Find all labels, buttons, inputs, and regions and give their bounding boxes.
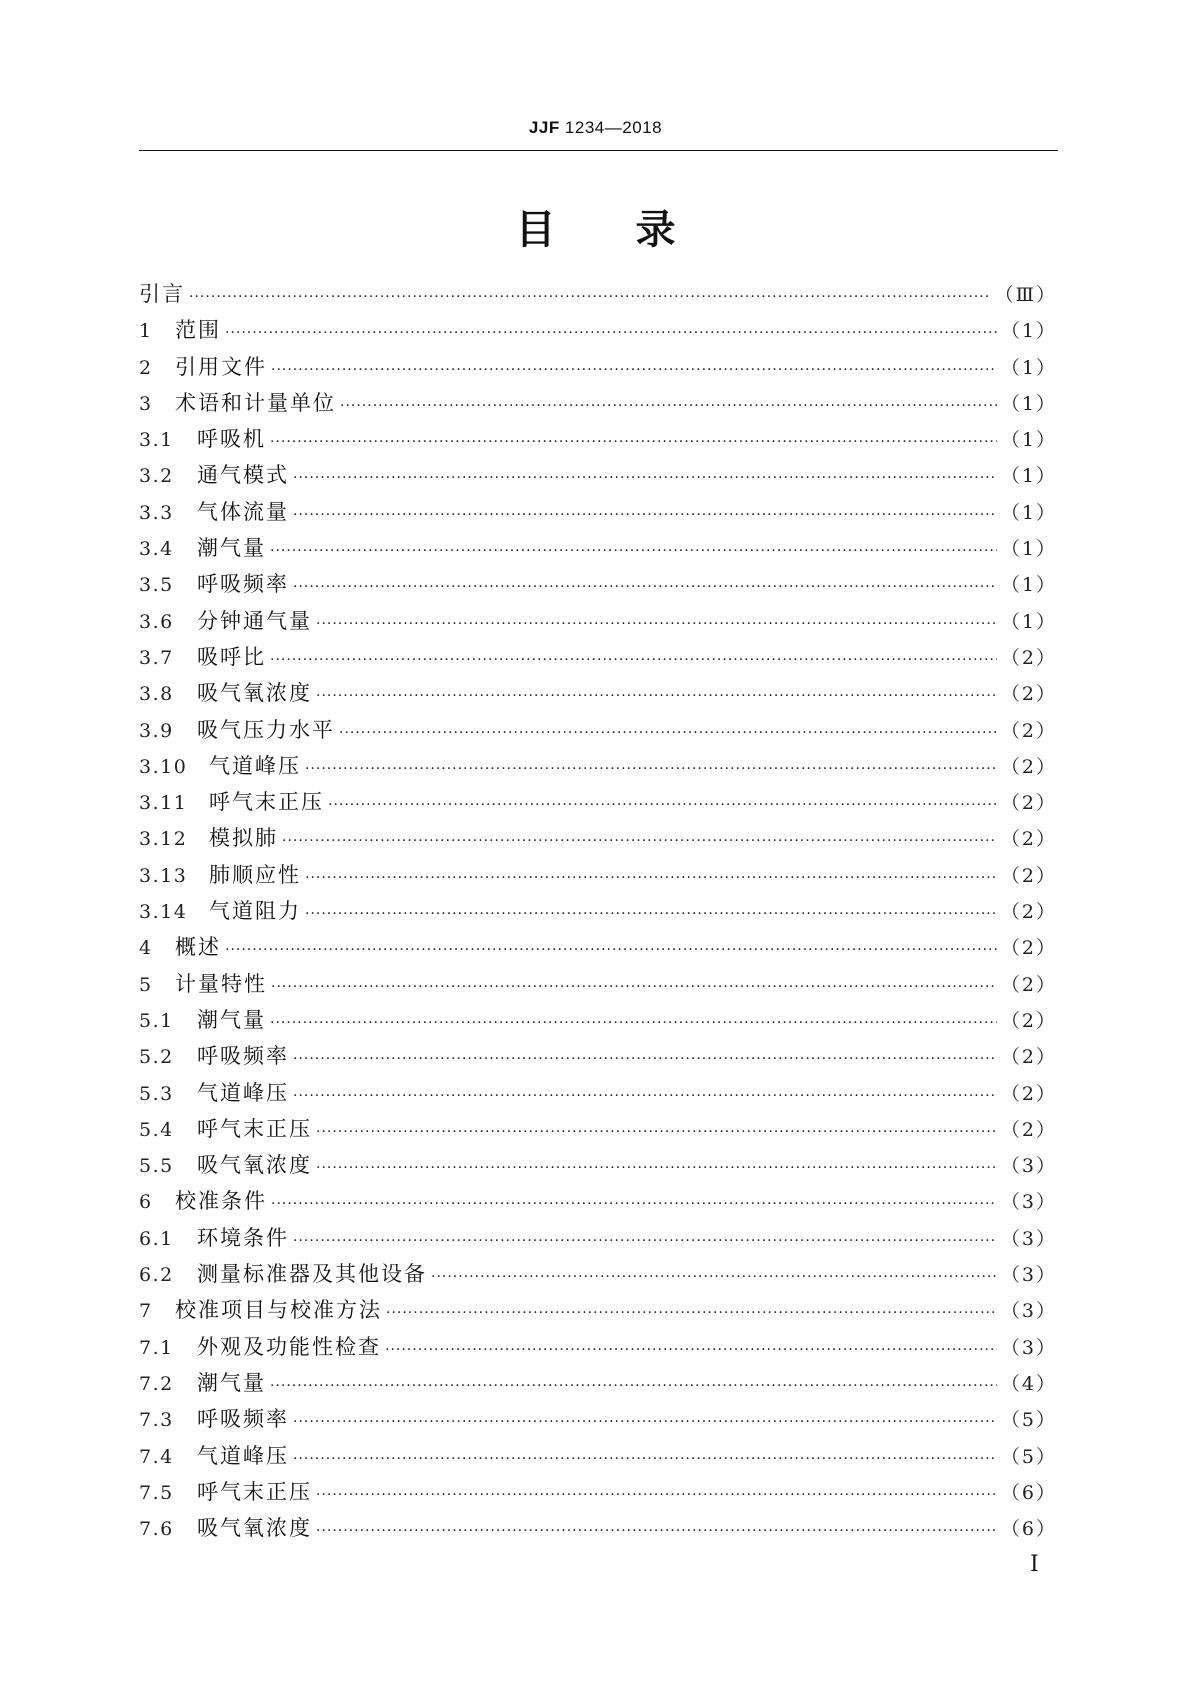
toc-entry[interactable] <box>139 966 1057 1002</box>
toc-entry-title: 气道峰压 <box>197 1080 289 1105</box>
toc-entry-title: 校准条件 <box>175 1189 267 1214</box>
toc-entry-page: （2） <box>1000 1082 1057 1105</box>
toc-entry-number: 3.14 <box>139 901 188 924</box>
toc-entry-title: 呼吸机 <box>197 427 266 452</box>
toc-entry[interactable] <box>139 1365 1057 1401</box>
toc-entry-number: 5.5 <box>139 1155 174 1178</box>
toc-entry-title: 计量特性 <box>175 971 267 996</box>
toc-entry[interactable] <box>139 1438 1057 1474</box>
toc-entry-title: 气道峰压 <box>209 753 301 778</box>
toc-entry-page: （1） <box>1000 429 1057 452</box>
toc-entry-page: （1） <box>1000 465 1057 488</box>
toc-entry-page: （1） <box>1000 501 1057 524</box>
toc-entry-number: 3.8 <box>139 683 174 706</box>
toc-entry-title: 呼吸频率 <box>197 1407 289 1432</box>
toc-entry[interactable] <box>139 530 1057 566</box>
toc-entry-page: （2） <box>1000 973 1057 996</box>
toc-dot-leader <box>270 1005 997 1041</box>
toc-entry-number: 5.4 <box>139 1118 174 1141</box>
toc-dot-leader <box>339 715 997 751</box>
toc-dot-leader <box>293 569 997 605</box>
toc-entry-page: （6） <box>1000 1481 1057 1504</box>
toc-entry-number: 3.4 <box>139 538 174 561</box>
toc-entry-page: （5） <box>1000 1445 1057 1468</box>
toc-entry[interactable] <box>139 1183 1057 1219</box>
toc-entry[interactable] <box>139 675 1057 711</box>
toc-dot-leader <box>293 460 997 496</box>
toc-entry-page: （1） <box>1000 538 1057 561</box>
toc-entry-title: 吸气氧浓度 <box>197 1153 312 1178</box>
toc-entry[interactable] <box>139 857 1057 893</box>
toc-dot-leader <box>270 424 997 460</box>
toc-entry-page: （1） <box>1000 356 1057 379</box>
toc-entry-page: （1） <box>1000 392 1057 415</box>
toc-entry[interactable] <box>139 1256 1057 1292</box>
toc-entry-page: （3） <box>1000 1264 1057 1287</box>
toc-dot-leader <box>305 751 997 787</box>
toc-entry-page: （2） <box>1000 683 1057 706</box>
toc-entry-number: 3.11 <box>139 792 188 815</box>
toc-entry-number: 5.3 <box>139 1082 174 1105</box>
toc-entry-page: （2） <box>1000 755 1057 778</box>
title-char-2: 录 <box>635 207 676 253</box>
toc-dot-leader <box>316 678 997 714</box>
toc-entry-title: 模拟肺 <box>209 826 278 851</box>
toc-entry[interactable] <box>139 421 1057 457</box>
toc-entry-number: 6.2 <box>139 1264 174 1287</box>
toc-dot-leader <box>270 642 997 678</box>
toc-entry-page: （3） <box>1000 1155 1057 1178</box>
toc-dot-leader <box>271 1186 997 1222</box>
toc-dot-leader <box>293 1441 997 1477</box>
toc-entry-title: 呼吸频率 <box>197 572 289 597</box>
page-number: Ⅰ <box>1030 1552 1039 1577</box>
toc-entry-page: （4） <box>1000 1372 1057 1395</box>
toc-entry-page: （2） <box>1000 792 1057 815</box>
toc-entry-number: 3.13 <box>139 864 188 887</box>
toc-entry-number: 3.10 <box>139 755 188 778</box>
toc-entry[interactable] <box>139 494 1057 530</box>
toc-entry[interactable] <box>139 566 1057 602</box>
toc-dot-leader <box>270 533 997 569</box>
toc-dot-leader <box>189 279 991 315</box>
toc-entry-page: （2） <box>1000 1046 1057 1069</box>
toc-entry[interactable] <box>139 929 1057 965</box>
toc-entry-page: （2） <box>1000 719 1057 742</box>
toc-entry-number: 7.2 <box>139 1372 174 1395</box>
toc-dot-leader <box>282 823 997 859</box>
toc-entry-page: （1） <box>1000 574 1057 597</box>
header-divider <box>139 150 1058 151</box>
toc-entry[interactable] <box>139 1292 1057 1328</box>
toc-entry[interactable] <box>139 893 1057 929</box>
standard-code-prefix: JJF <box>528 118 560 137</box>
toc-entry-page: （2） <box>1000 646 1057 669</box>
toc-entry-title: 通气模式 <box>197 463 289 488</box>
toc-dot-leader <box>225 932 997 968</box>
toc-entry-number: 3.7 <box>139 646 174 669</box>
toc-entry-page: （2） <box>1000 937 1057 960</box>
toc-dot-leader <box>293 1404 997 1440</box>
toc-entry[interactable] <box>139 603 1057 639</box>
toc-dot-leader <box>340 388 997 424</box>
toc-dot-leader <box>431 1259 997 1295</box>
toc-entry[interactable] <box>139 639 1057 675</box>
toc-entry-page: （1） <box>1000 610 1057 633</box>
toc-entry-title: 呼气末正压 <box>197 1479 312 1504</box>
toc-entry-number: 7.3 <box>139 1409 174 1432</box>
table-of-contents <box>139 276 1057 1546</box>
toc-entry-number: 6.1 <box>139 1227 174 1250</box>
toc-dot-leader <box>293 1041 997 1077</box>
toc-dot-leader <box>316 1477 997 1513</box>
toc-entry-title: 肺顺应性 <box>209 862 301 887</box>
toc-dot-leader <box>316 1114 997 1150</box>
toc-entry[interactable] <box>139 312 1057 348</box>
toc-entry-title: 气道峰压 <box>197 1443 289 1468</box>
toc-entry-page: （2） <box>1000 1009 1057 1032</box>
toc-entry-page: （5） <box>1000 1409 1057 1432</box>
toc-entry-number: 7 <box>139 1300 153 1323</box>
toc-entry-title: 范围 <box>175 318 221 343</box>
toc-entry[interactable] <box>139 712 1057 748</box>
toc-entry-page: （1） <box>1000 320 1057 343</box>
toc-entry-number: 2 <box>139 356 153 379</box>
toc-entry-title: 潮气量 <box>197 1370 266 1395</box>
toc-entry[interactable] <box>139 784 1057 820</box>
toc-entry-title: 外观及功能性检查 <box>197 1334 381 1359</box>
toc-entry-title: 分钟通气量 <box>197 608 312 633</box>
toc-entry-title: 呼气末正压 <box>197 1116 312 1141</box>
toc-entry-title: 吸呼比 <box>197 644 266 669</box>
toc-entry-number: 3.9 <box>139 719 174 742</box>
toc-entry[interactable] <box>139 1510 1057 1546</box>
toc-entry-number: 4 <box>139 937 153 960</box>
toc-dot-leader <box>305 896 997 932</box>
toc-entry-title: 测量标准器及其他设备 <box>197 1262 427 1287</box>
toc-entry-page: （3） <box>1000 1336 1057 1359</box>
toc-entry-title: 引言 <box>139 282 185 306</box>
toc-entry-number: 3 <box>139 392 153 415</box>
toc-dot-leader <box>385 1332 997 1368</box>
toc-entry[interactable] <box>139 349 1057 385</box>
toc-dot-leader <box>293 1078 997 1114</box>
toc-entry[interactable] <box>139 276 1057 312</box>
toc-dot-leader <box>270 1368 997 1404</box>
toc-entry[interactable] <box>139 457 1057 493</box>
toc-entry-page: （2） <box>1000 901 1057 924</box>
toc-entry-page: （3） <box>1000 1191 1057 1214</box>
document-header <box>0 118 1191 138</box>
toc-entry-page: （3） <box>1000 1227 1057 1250</box>
toc-entry[interactable] <box>139 1220 1057 1256</box>
toc-entry[interactable] <box>139 748 1057 784</box>
toc-entry[interactable] <box>139 1474 1057 1510</box>
toc-dot-leader <box>293 1223 997 1259</box>
toc-entry-number: 3.1 <box>139 429 174 452</box>
toc-dot-leader <box>293 497 997 533</box>
toc-entry-title: 气体流量 <box>197 499 289 524</box>
toc-entry[interactable] <box>139 1111 1057 1147</box>
toc-entry-title: 环境条件 <box>197 1225 289 1250</box>
toc-dot-leader <box>225 315 997 351</box>
toc-entry[interactable] <box>139 385 1057 421</box>
toc-entry-number: 3.2 <box>139 465 174 488</box>
toc-entry-number: 5.1 <box>139 1009 174 1032</box>
toc-entry-number: 7.1 <box>139 1336 174 1359</box>
toc-entry-title: 概述 <box>175 935 221 960</box>
toc-entry-title: 呼气末正压 <box>209 790 324 815</box>
toc-entry-page: （6） <box>1000 1518 1057 1541</box>
toc-entry-title: 呼吸频率 <box>197 1044 289 1069</box>
toc-dot-leader <box>386 1295 997 1331</box>
page-title <box>0 198 1191 255</box>
toc-entry-number: 7.4 <box>139 1445 174 1468</box>
toc-entry-number: 3.3 <box>139 501 174 524</box>
toc-entry[interactable] <box>139 820 1057 856</box>
toc-entry-page: （Ⅲ） <box>994 284 1057 306</box>
toc-entry-page: （2） <box>1000 828 1057 851</box>
toc-entry-number: 7.6 <box>139 1518 174 1541</box>
toc-entry-title: 潮气量 <box>197 536 266 561</box>
toc-entry[interactable] <box>139 1075 1057 1111</box>
toc-entry-title: 吸气压力水平 <box>197 717 335 742</box>
toc-entry-number: 1 <box>139 320 153 343</box>
toc-entry-title: 潮气量 <box>197 1007 266 1032</box>
toc-dot-leader <box>271 969 997 1005</box>
toc-dot-leader <box>305 860 997 896</box>
toc-entry-number: 5.2 <box>139 1046 174 1069</box>
toc-entry-page: （2） <box>1000 1118 1057 1141</box>
toc-entry-number: 6 <box>139 1191 153 1214</box>
toc-entry-number: 3.5 <box>139 574 174 597</box>
toc-dot-leader <box>271 352 997 388</box>
toc-entry-title: 引用文件 <box>175 354 267 379</box>
toc-entry-page: （3） <box>1000 1300 1057 1323</box>
toc-dot-leader <box>328 787 997 823</box>
toc-entry-title: 校准项目与校准方法 <box>175 1298 382 1323</box>
toc-entry[interactable] <box>139 1329 1057 1365</box>
toc-entry-number: 3.6 <box>139 610 174 633</box>
toc-entry-page: （2） <box>1000 864 1057 887</box>
toc-entry-title: 气道阻力 <box>209 899 301 924</box>
toc-entry[interactable] <box>139 1147 1057 1183</box>
toc-dot-leader <box>316 1513 997 1549</box>
toc-entry-number: 7.5 <box>139 1481 174 1504</box>
toc-entry[interactable] <box>139 1401 1057 1437</box>
toc-entry[interactable] <box>139 1002 1057 1038</box>
toc-entry[interactable] <box>139 1038 1057 1074</box>
toc-dot-leader <box>316 1150 997 1186</box>
title-char-1: 目 <box>515 207 556 253</box>
toc-entry-title: 吸气氧浓度 <box>197 681 312 706</box>
toc-entry-number: 3.12 <box>139 828 188 851</box>
toc-entry-number: 5 <box>139 973 153 996</box>
toc-entry-title: 术语和计量单位 <box>175 390 336 415</box>
standard-code-number: 1234—2018 <box>559 118 663 137</box>
toc-entry-title: 吸气氧浓度 <box>197 1516 312 1541</box>
toc-dot-leader <box>316 606 997 642</box>
